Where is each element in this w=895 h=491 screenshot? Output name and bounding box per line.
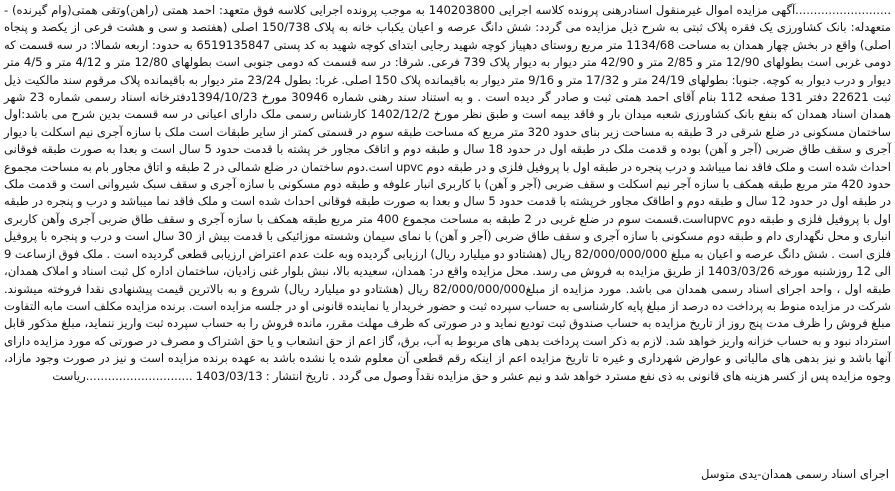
notice-text: ..........................آگهی مزایده اموال غیرمنقول اسنادرهنی پرونده کلاسه اجرایی 140203800 به موجب پرونده اجرایی کلاسه فوق متعهد: احمد همتی (راهن)وتقی همتی(وام گیرنده) - متعهدله: بانک کشاورزی یک فقره پلاک ثبتی به شرح ذیل مزایده می گردد: شش دانگ عرصه و اعیان یکباب خانه به پلاک 150/738 اصلی (هفتصد و سی و هشت فرعی از یکصد و پنجاه اصلی) واقع در بخش چهار همدان به مساحت 1134/68 متر مربع روستای دهپیاز کوچه شهید رجایی ابتدای کوچه شهید به کد پستی 6519135847 به حدود: اربعه شمالا: در سه قسمت که دومی غربی است بطولهای 12/90 متر و 2/85 متر و 42/90 متر دیوار به دیوار پلاک 739 فرعی. شرقا: در سه قسمت که دومی جنوبی است بطولهای 12/80 متر و 4/12 متر و 4/5 متر دیوار و درب دیوار به کوچه. جنوبا: بطولهای 24/19 متر و 17/32 متر و 9/16 متر دیوار به باقیمانده پلاک 150 اصلی. غربا: بطول 23/24 متر دیوار به باقیمانده پلاک مرقوم سند مالکیت ذیل ثبت 22621 دفتر 131 صفحه 112 بنام آقای احمد همتی ثبت و صادر گر دیده است . و به استناد سند رهنی شماره 30946 مورخ 1394/10/23دفترخانه اسناد رسمی شماره 23 شهر همدان اسناد همدان که بنفع بانک کشاورزی شعبه میدان بار و فاقد بیمه است و طبق نظر مورخ 1402/12/2 کارشناس رسمی ملک دارای اعیانی در سه قسمت بدین شرح می باشد:اول ساختمان مسکونی در ضلع شرقی در 3 طبقه به مساحت زیر بنای حدود 320 متر مربع که مساحت طبقه سوم در قسمتی کمتر از سایر طبقات است ملک با سازه آجری نیم اسکلت با دیوار آجری و سقف طاق ضربی (آجر و آهن) بوده و قدمت ملک در طبقه اول در حدود 18 سال و طبقه دوم و اتاقک مجاور خر پشته با قدمت حدود 5 سال است و بعدا به صورت طبقه فوقانی احداث شده است و ملک فاقد نما میباشد و درب پنجره در طبقه اول با پروفیل فلزی و در طبقه دوم upvc است.دوم ساختمان در ضلع شمالی در 2 طبقه و اتاق مجاور بام به مساحت مجموع حدود 420 متر مربع طبقه همکف با سازه آجر نیم اسکلت و سقف ضربی (آجر و آهن) با کاربری انبار علوفه و طبقه دوم مسکونی با سازه آجری و سقف سبک شیروانی است و قدمت ملک در طبقه اول در حدود 12 سال و طبقه دوم و اطاقک مجاور خرپشته با قدمت حدود 5 سال و بعدا به صورت طبقه فوقانی احداث شده است و ملک فاقد نما میباشد و درب و پنجره در طبقه اول با پروفیل فلزی و طبقه دوم upvcاست.قسمت سوم در ضلع غربی در 2 طبقه به مساحت مجموع 400 متر مربع طبقه همکف با سازه آجری و سقف طاق ضربی آجری وآهن کاربری انباری و محل نگهداری دام و طبقه دوم مسکونی با سازه آجری و سقف طاق ضربی (آجر و آهن) با نمای سیمان وشسته موزائیکی با قدمت بیش از 30 سال است و درب و پنجره با پروفیل فلزی است . شش دانگ عرصه و اعیان به مبلغ 82/000/000/000 ریال (هشتادو دو میلیارد ریال) ارزیابی گردیده وبه علت عدم اعتراض ارزیابی قطعی گردیده است . ملک فوق ازساعت 9 الی 12 روزشنبه مورخه 1403/03/26 از طریق مزایده به فروش می رسد. محل مزایده واقع در: همدان، سعیدیه بالا، نبش بلوار غنی زادیان، ساختمان اداره کل ثبت اسناد و املاک همدان، طبقه اول ، واحد اجرای اسناد رسمی همدان می باشد. مورد مزایده از مبلغ82/000/000/000 ریال (هشتادو دو میلیارد ریال) شروع و به بالاترین قیمت پیشنهادی نقدا فروخته میشوند. شرکت در مزایده منوط به پرداخت ده درصد از مبلغ پایه کارشناسی به حساب سپرده ثبت و حضور خریدار یا نماینده قانونی او در جلسه مزایده است. برنده مزایده مکلف است مابه التفاوت مبلغ فروش را ظرف مدت پنج روز از تاریخ مزایده به حساب صندوق ثبت تودیع نماید و در صورتی که ظرف مهلت مقرر، مانده فروش را به حساب سپرده ثبت واریز ننماید، مبلغ مذکور قابل استرداد نبود و به حساب خزانه واریز خواهد شد. لازم به ذکر است پرداخت بدهی های مربوط به آب، برق، گاز اعم از حق انشعاب و یا حق اشتراک و مصرف در صورتی که مورد مزایده دارای آنها باشد و نیز بدهی های مالیاتی و عوارض شهرداری و غیره تا تاریخ مزایده اعم از اینکه رقم قطعی آن معلوم شده یا نشده باشد به عهده برنده مزایده است و نیز در صورت وجود مازاد، وجوه مزایده پس از کسر هزینه های قانونی به ذی نفع مسترد خواهد شد و نیم عشر و حق مزایده نقداً وصول می گردد . تاریخ انتشار : 1403/03/13 .............................رياست: [4, 3, 892, 383]
auction-notice-body: [4, 2, 891, 385]
notice-signature: اجرای اسناد رسمی همدان-یدی متوسل: [700, 467, 889, 481]
